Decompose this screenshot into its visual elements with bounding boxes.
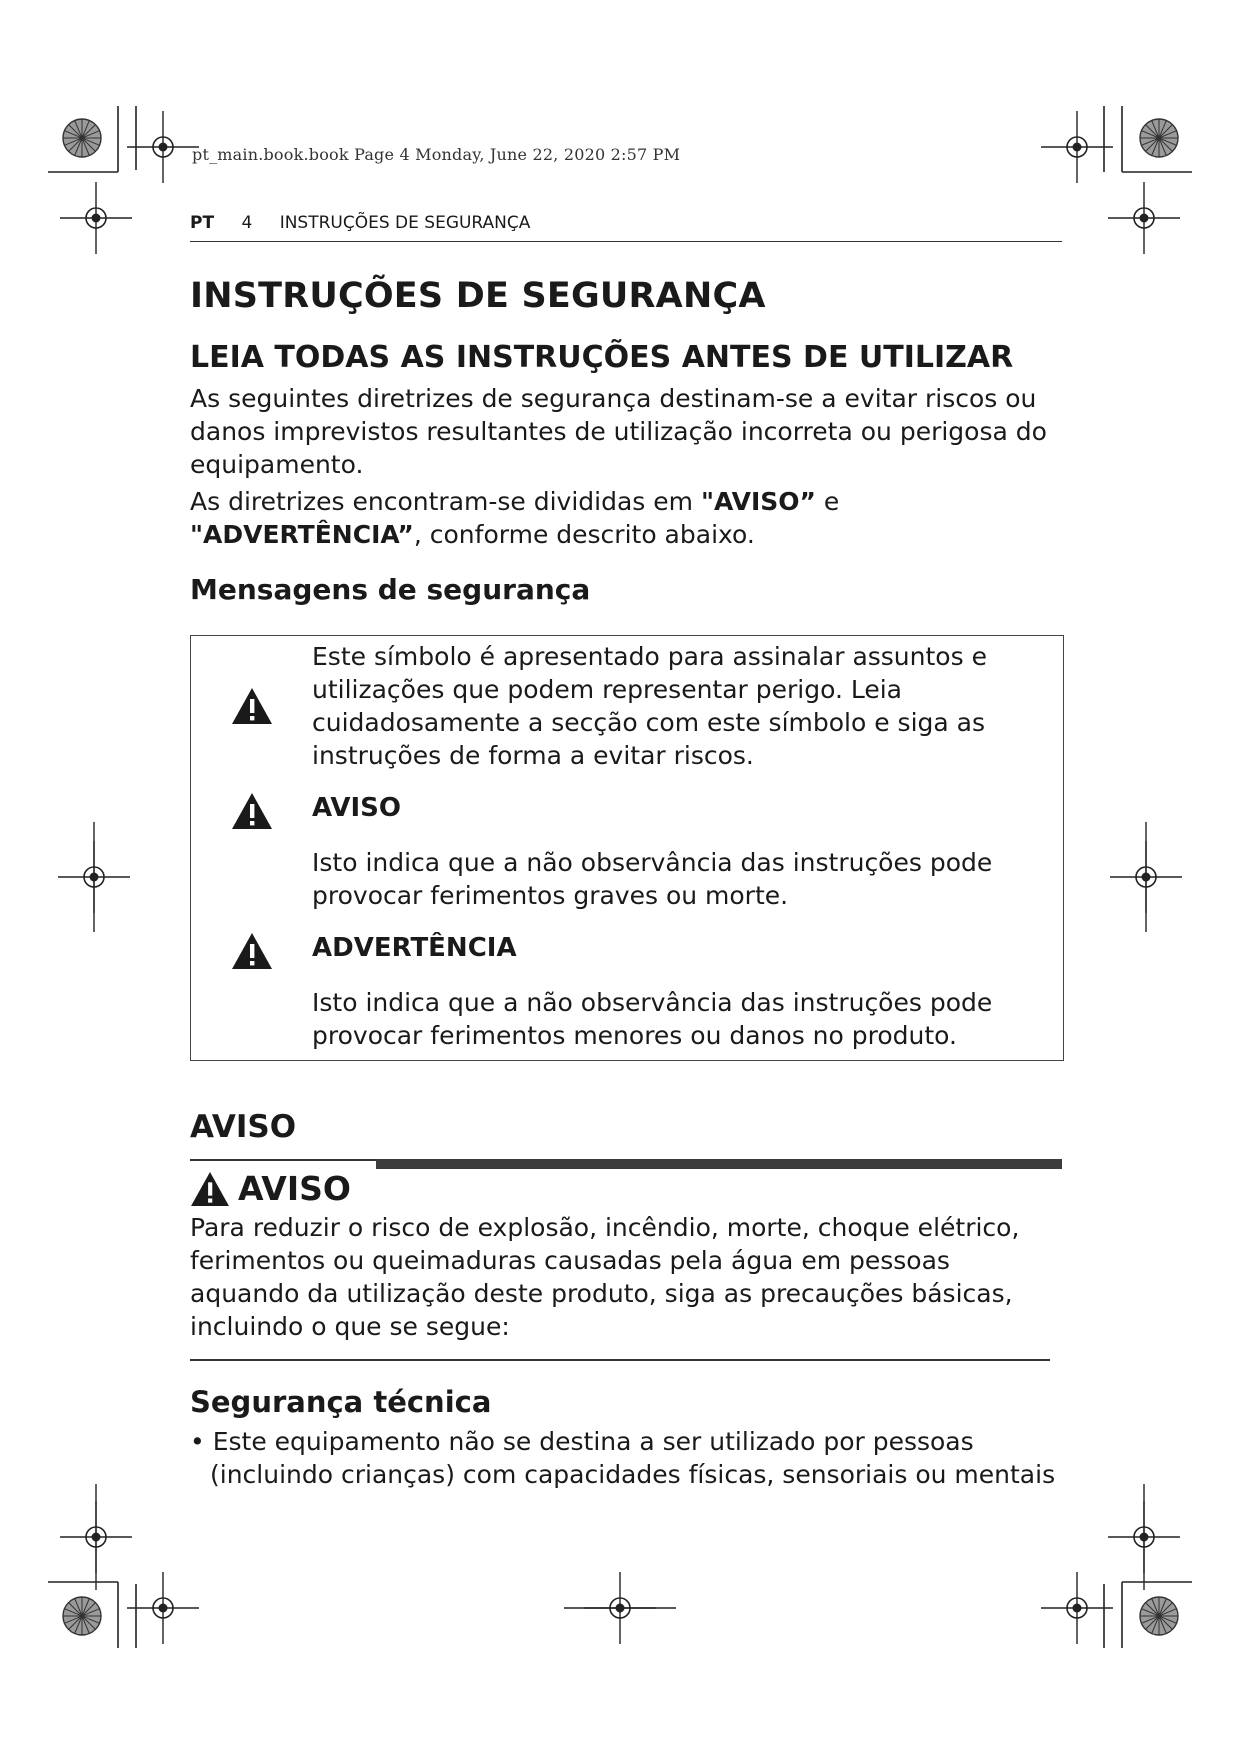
technical-safety-list	[190, 1425, 1066, 1491]
color-registration-wheel-icon	[1140, 119, 1178, 157]
registration-mark-icon	[127, 111, 199, 183]
aviso-banner-thin-rule	[190, 1159, 376, 1161]
aviso-banner	[190, 1159, 1066, 1211]
aviso-banner-bar	[376, 1159, 1062, 1169]
intro-paragraph-1: As seguintes diretrizes de segurança destinam-se a evitar riscos ou danos imprevistos resultantes de utilização incorreta ou perigosa do equipamento.	[190, 384, 1047, 479]
section-subtitle: LEIA TODAS AS INSTRUÇÕES ANTES DE UTILIZAR	[190, 340, 1014, 375]
page-content	[190, 272, 1066, 1491]
color-registration-wheel-icon	[63, 1597, 101, 1635]
running-header	[190, 213, 1062, 242]
advertencia-label: ADVERTÊNCIA	[312, 933, 517, 963]
aviso-banner-text: AVISO	[238, 1169, 351, 1208]
intro-aviso-term: "AVISO”	[700, 487, 816, 516]
registration-mark-icon	[60, 182, 132, 254]
registration-mark-icon	[127, 1572, 199, 1644]
aviso-end-rule	[190, 1359, 1050, 1361]
registration-mark-icon	[1108, 182, 1180, 254]
aviso-banner-label	[190, 1169, 351, 1209]
header-section-title: INSTRUÇÕES DE SEGURANÇA	[279, 213, 531, 233]
advertencia-description: Isto indica que a não observância das instruções pode provocar ferimentos menores ou danos no produto.	[312, 988, 993, 1050]
advertencia-row	[191, 930, 1063, 1052]
printer-slug: pt_main.book.book Page 4 Monday, June 22, 2020 2:57 PM	[192, 145, 681, 164]
messages-heading: Mensagens de segurança	[190, 573, 591, 606]
aviso-description: Isto indica que a não observância das instruções pode provocar ferimentos graves ou morte.	[312, 848, 993, 910]
symbol-row	[191, 640, 1063, 772]
aviso-row	[191, 790, 1063, 912]
warning-triangle-icon	[191, 790, 312, 912]
warning-triangle-icon	[190, 1171, 230, 1207]
list-item: • Este equipamento não se destina a ser utilizado por pessoas (incluindo crianças) com capacidades físicas, sensoriais ou mentais	[190, 1427, 1056, 1489]
safety-messages-box	[190, 635, 1064, 1061]
intro-text: As diretrizes encontram-se divididas em	[190, 487, 701, 516]
aviso-body-text: Para reduzir o risco de explosão, incêndio, morte, choque elétrico, ferimentos ou queimaduras causadas pela água em pessoas aquando da utilização deste produto, siga as precauções básicas, incluindo o que se segue:	[190, 1213, 1020, 1341]
intro-text: , conforme descrito abaixo.	[413, 520, 755, 549]
technical-safety-heading: Segurança técnica	[190, 1385, 492, 1419]
color-registration-wheel-icon	[1140, 1597, 1178, 1635]
warning-triangle-icon	[191, 930, 312, 1052]
warning-triangle-icon	[191, 687, 312, 725]
registration-mark-icon	[1041, 1572, 1113, 1644]
registration-mark-icon	[1041, 111, 1113, 183]
header-page-number: 4	[241, 213, 253, 233]
intro-text: e	[815, 487, 840, 516]
aviso-section-heading: AVISO	[190, 1109, 297, 1145]
page-title: INSTRUÇÕES DE SEGURANÇA	[190, 276, 766, 316]
aviso-label: AVISO	[312, 793, 401, 823]
color-registration-wheel-icon	[63, 119, 101, 157]
header-language: PT	[190, 213, 215, 233]
intro-paragraph-2	[190, 485, 1066, 551]
intro-advertencia-term: "ADVERTÊNCIA”	[190, 520, 414, 549]
symbol-description: Este símbolo é apresentado para assinalar assuntos e utilizações que podem representar perigo. Leia cuidadosamente a secção com este símbolo e siga as instruções de forma a evitar riscos.	[312, 642, 987, 770]
